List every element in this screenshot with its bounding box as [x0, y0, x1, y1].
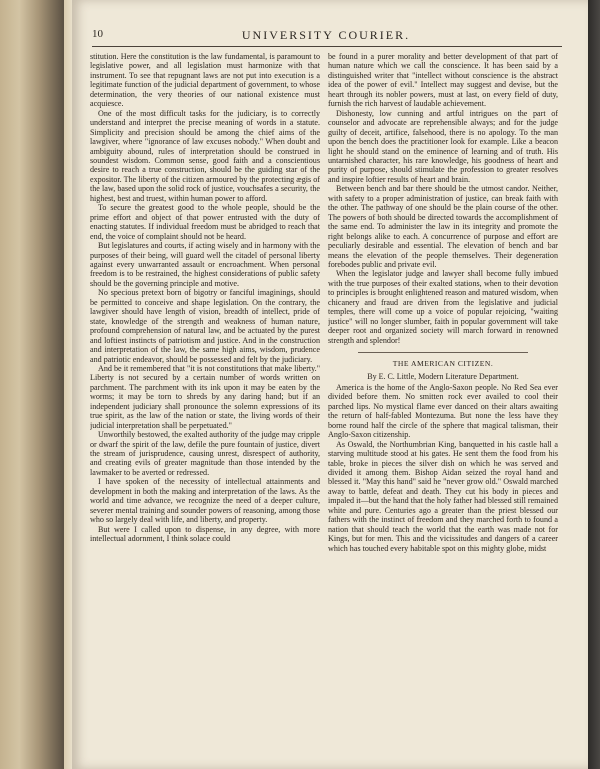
- paragraph: Dishonesty, low cunning and artful intrigues on the part of counselor and advocate are reprehensible always; and for the judge guilty of deceit, artifice, falsehood, there is no apology. To the man upon the bench does the practitioner look for example. Like a beacon light he should stand on the eminence of learning and of truth. His untarnished character, his rare knowledge, his goodness of heart and purity of purpose, should stimulate the profession to greater resolves and inspire loftier results of heart and brain.: [328, 108, 558, 184]
- paragraph: As Oswald, the Northumbrian King, banquetted in his castle hall a starving multitude stood at his gates. He sent them the food from his table, broke in pieces the silver dish on which he was served and divided it among them. Bishop Aidan seized the royal hand and blessed it. "May this hand" said he "never grow old." Oswald marched away to battle, defeat and death. They cut his body in pieces and impaled it—but the hand that the holy father had blessed still remained white and pure. Centuries ago a greater than the priest blessed our fathers with the instinct of freedom and they marched forth to found a nation that should teach the world that the earth was made not for Kings, but for men. This and the vicissitudes and dangers of a career which has touched every habitable spot on this mighty globe, midst: [328, 439, 558, 553]
- book-binding: [0, 0, 64, 769]
- paragraph: When the legislator judge and lawyer shall become fully imbued with the true purposes of their exalted stations, when to their devotion to principles is brought enlightened reason and matured wisdom, when chicanery and fraud are driven from the legislative and judicial temples, there will come up a voice of popular rejoicing, "waiting justice" will no longer slumber, faith in popular government will take deeper root and organized society will march forward in renowned strength and splendor!: [328, 269, 558, 345]
- page-header: [92, 28, 560, 46]
- paragraph: Between bench and bar there should be the utmost candor. Neither, with safety to a proper administration of justice, can break faith with the other. The pathway of one should be the plain course of the other. The powers of both should be directed towards the accomplishment of the same end. To administer the law in its integrity and promote the right belongs alike to each. A concurrence of purpose and effort are peculiarly desirable and essential. The elevation of bench and bar means the elevation of the people themselves. Their degeneration forebodes public and private evil.: [328, 184, 558, 269]
- page-number: 10: [92, 28, 103, 40]
- article-byline: By E. C. Little, Modern Literature Department.: [367, 371, 519, 381]
- paragraph: Unworthily bestowed, the exalted authority of the judge may cripple or dwarf the spirit of the law, defile the pure fountain of justice, divert the stream of jurisprudence, causing unrest, disrespect of authority, and creating evils of greater magnitude than those intended by the lawmaker to be averted or redressed.: [90, 430, 320, 477]
- paragraph: But legislatures and courts, if acting wisely and in harmony with the purposes of their being, will guard well the citadel of personal liberty against every unwarranted assault or encroachment. When personal freedom is to be restrained, the highest considerations of public safety should be the governing principle and motive.: [90, 241, 320, 288]
- paragraph: But were I called upon to dispense, in any degree, with more intellectual adornment, I think solace could: [90, 524, 320, 544]
- page-edge-shadow: [588, 0, 600, 769]
- article-title: THE AMERICAN CITIZEN.: [392, 359, 494, 369]
- paragraph: To secure the greatest good to the whole people, should be the prime effort and object of that power entrusted with the duty of enacting statutes. If individual freedom must be abridged to reach that end, the voice of complaint should not be heard.: [90, 203, 320, 241]
- paragraph: America is the home of the Anglo-Saxon people. No Red Sea ever divided before them. No smitten rock ever availed to cool their parched lips. No mystical flame ever danced on their altars awaiting the return of half-fabled Montezuma. But none the less have they borne round half the circle of the sphere that magical talisman, their Anglo-Saxon citizenship.: [328, 382, 558, 440]
- paragraph: I have spoken of the necessity of intellectual attainments and development in both the making and interpretation of the laws. As the world and time advance, we recognize the need of a deeper culture, severer mental training and sounder powers of reasoning, among those who so largely deal with life, and liberty, and property.: [90, 477, 320, 525]
- right-column: [328, 52, 558, 762]
- paragraph: be found in a purer morality and better development of that part of human nature which we call the conscience. It has been said by a distinguished writer that "intellect without conscience is the abstract idea of the power of evil." Intellect may suggest and devise, but the heart through its nobler powers, must at last, on every field of duty, furnish the rich harvest of laudable achievement.: [328, 52, 558, 109]
- binding-edge: [64, 0, 72, 769]
- header-rule: [92, 46, 562, 47]
- left-column: [90, 52, 320, 762]
- running-head: UNIVERSITY COURIER.: [241, 28, 411, 42]
- section-divider: [358, 352, 528, 353]
- paragraph: stitution. Here the constitution is the law fundamental, is paramount to legislative power, and all legislation must harmonize with that instrument. To see that repugnant laws are not put into execution is a legitimate function of the judicial department of government, to whose determination, the very theories of our national existence must acquiesce.: [90, 52, 320, 109]
- paragraph: And be it remembered that "it is not constitutions that make liberty." Liberty is not secured by a certain number of words written on parchment. The parchment with its ink upon it may be eaten by the worms; it may be torn to shreds by any daring hand; but if an independent judiciary shall pronounce the solemn expressions of its true spirit, as the law of the nation or state, the living words of their judicial interpretation shall be perpetuated.": [90, 363, 320, 430]
- paragraph: No specious pretext born of bigotry or fanciful imaginings, should be permitted to conceive and shape legislation. On the contrary, the lawgiver should have length of vision, breadth of intellect, pride of state, knowledge of the strength and weakness of human nature, profound comprehension of natural law, and be actuated by the purest and loftiest instincts of patriotism and justice. And in the construction and interpretation of the law, the same high aims, wisdom, prudence and patriotic endeavor, should be possessed and felt by the judiciary.: [90, 288, 320, 364]
- paragraph: One of the most difficult tasks for the judiciary, is to correctly understand and interpret the precise meaning of words in a statute. Simplicity and precision should be among the chief aims of the lawgiver, where "ignorance of law excuses nobody." When doubt and ambiguity abound, rules of interpretation should be construed in soundest wisdom. Common sense, good faith and a conscientious desire to reach a true construction, should be the guiding star of the expositor. The liberty of the citizen armoured by the protecting ægis of the law, based upon the solid rock of justice, vouchsafes a security, the highest, best and truest, within human power to afford.: [90, 108, 320, 203]
